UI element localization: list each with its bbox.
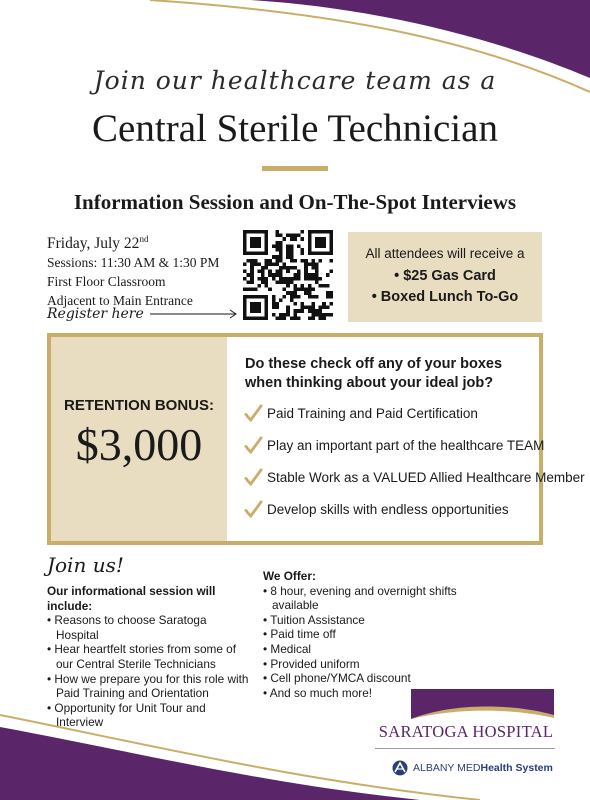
- event-details: [47, 230, 219, 310]
- albany-med-emblem-icon: [392, 760, 408, 776]
- register-link[interactable]: [47, 306, 240, 322]
- event-location: First Floor Classroom: [47, 274, 166, 290]
- register-label: Register here: [47, 306, 144, 322]
- event-subtitle: Information Session and On-The-Spot Interviews: [73, 190, 517, 214]
- list-item: • Medical: [263, 641, 312, 656]
- offer-column: [263, 569, 503, 700]
- albany-med-logo: [392, 760, 553, 776]
- session-info-column: [47, 584, 252, 730]
- page-title: Central Sterile Technician: [92, 107, 498, 150]
- gold-divider: [262, 166, 328, 171]
- arrow-right-icon: [150, 309, 240, 319]
- gift-item: • $25 Gas Card: [394, 268, 496, 284]
- gift-item: • Boxed Lunch To-Go: [371, 289, 519, 305]
- albany-med-suffix: Health System: [480, 762, 553, 774]
- checklist-item: Play an important part of the healthcare TEAM: [244, 436, 544, 455]
- list-item: • Hear heartfelt stories from some of our Central Sterile Technicians: [47, 642, 237, 671]
- attendee-gift-box: [348, 232, 542, 322]
- event-date: Friday, July 22nd: [47, 234, 149, 253]
- list-item: • And so much more!: [263, 685, 373, 700]
- qr-code-icon[interactable]: [243, 230, 333, 320]
- checkmark-icon: [244, 500, 263, 519]
- list-item: • 8 hour, evening and overnight shifts available: [263, 583, 457, 613]
- hospital-logo-mark: [411, 689, 554, 719]
- checkmark-icon: [244, 436, 263, 455]
- join-us-heading: Join us!: [47, 553, 124, 577]
- list-item: • Paid time off: [263, 627, 336, 642]
- bonus-amount: $3,000: [75, 419, 203, 470]
- gift-lead: All attendees will receive a: [365, 246, 525, 261]
- list-item: • Reasons to choose Saratoga Hospital: [47, 613, 207, 642]
- albany-med-brand: ALBANY MED: [413, 762, 481, 774]
- list-item: • Opportunity for Unit Tour and Interview: [47, 700, 206, 730]
- bonus-label: RETENTION BONUS:: [64, 397, 214, 414]
- intro-text: Join our healthcare team as a: [93, 66, 497, 95]
- checklist-item: Paid Training and Paid Certification: [244, 404, 478, 423]
- list-item: • How we prepare you for this role with Paid Training and Orientation: [47, 671, 249, 701]
- checklist-item: Stable Work as a VALUED Allied Healthcare Member: [244, 468, 585, 487]
- session-info-title: Our informational session will include:: [47, 584, 216, 613]
- hospital-name: SARATOGA HOSPITAL: [378, 722, 554, 741]
- list-item: • Cell phone/YMCA discount: [263, 671, 411, 686]
- checklist-question: Do these check off any of your boxes when thinking about your ideal job?: [245, 356, 503, 391]
- event-location-note: Adjacent to Main Entrance: [47, 293, 193, 309]
- list-item: • Tuition Assistance: [263, 612, 365, 627]
- offer-title: We Offer:: [263, 569, 316, 583]
- checklist-item: Develop skills with endless opportunities: [244, 500, 509, 519]
- checkmark-icon: [244, 468, 263, 487]
- list-item: • Provided uniform: [263, 656, 360, 671]
- checkmark-icon: [244, 404, 263, 423]
- date-suffix: nd: [139, 234, 149, 244]
- event-sessions: Sessions: 11:30 AM & 1:30 PM: [47, 255, 220, 271]
- logo-divider: [375, 748, 555, 749]
